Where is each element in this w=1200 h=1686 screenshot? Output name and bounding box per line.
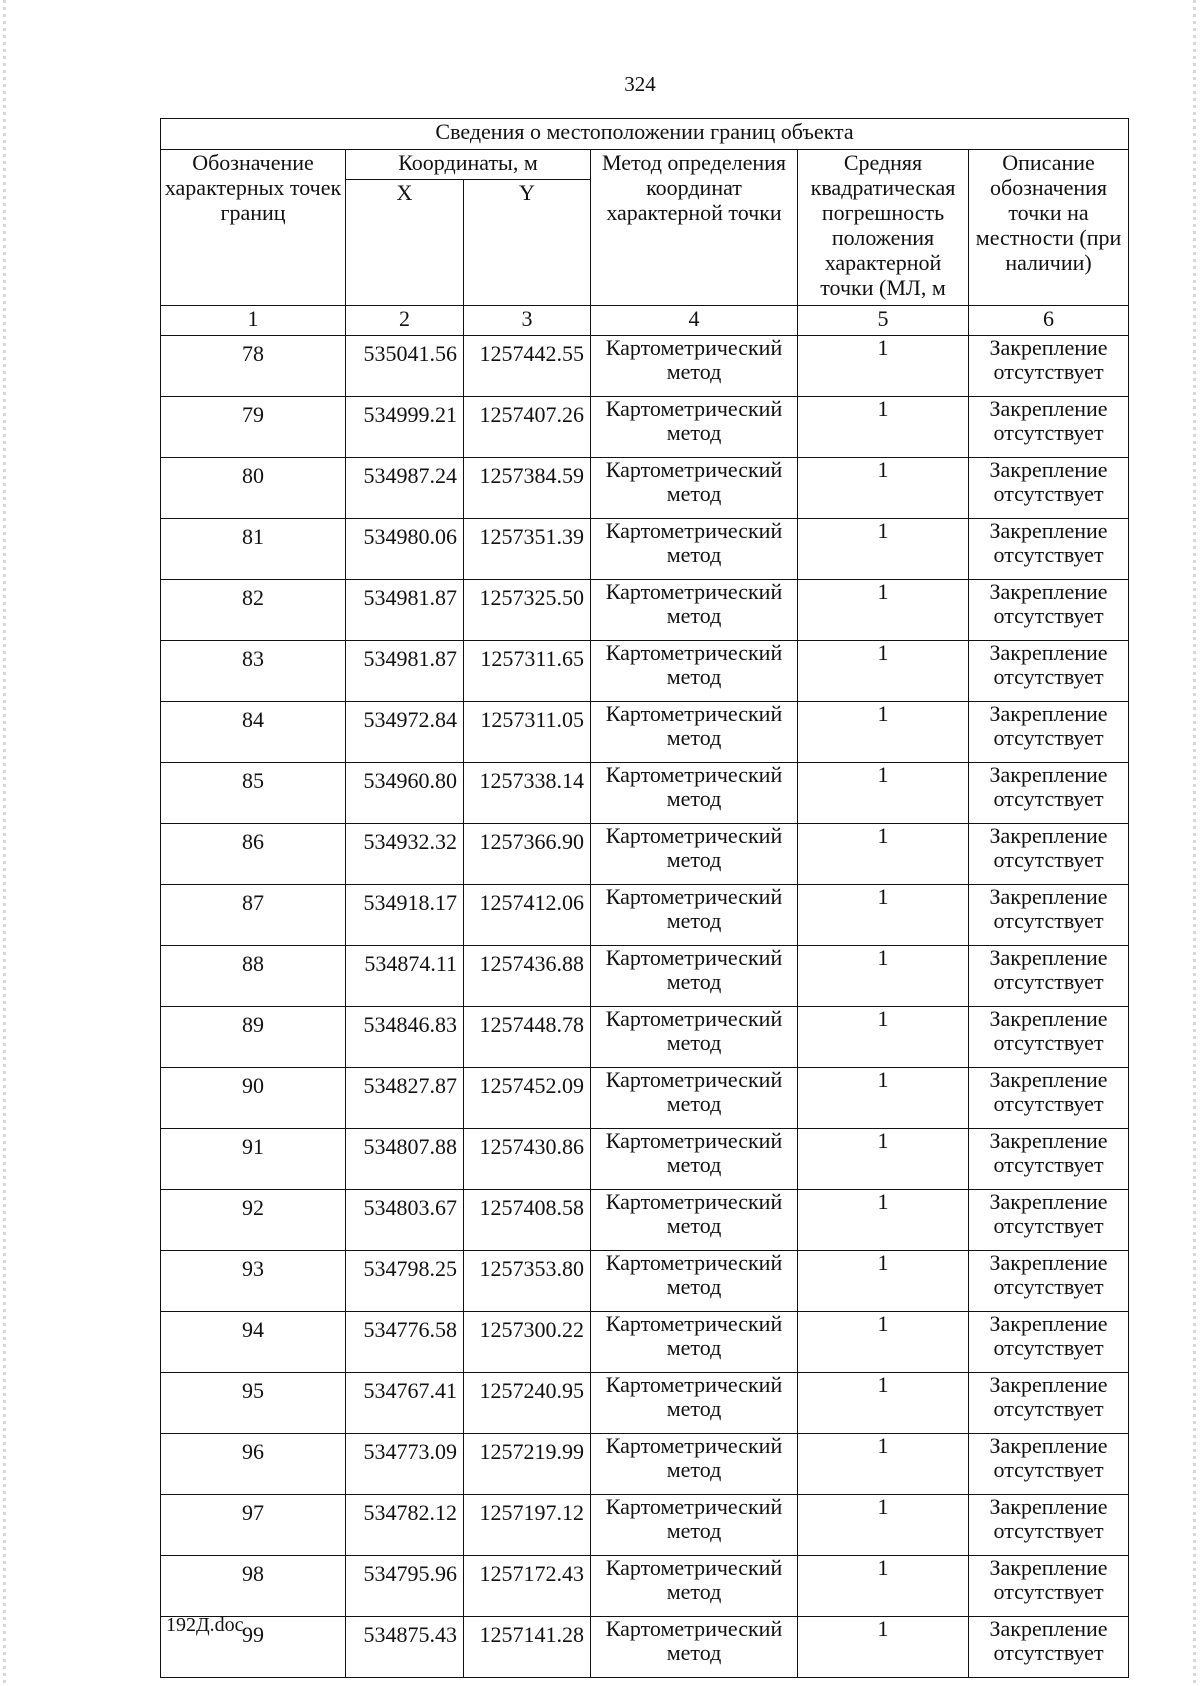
cell-error: 1 [798, 580, 969, 641]
cell-method: Картометрический метод [591, 1129, 798, 1190]
cell-method: Картометрический метод [591, 885, 798, 946]
cell-method: Картометрический метод [591, 702, 798, 763]
cell-point: 94 [161, 1312, 346, 1373]
header-error: Средняя квадратическая погрешность положения характерной точки (МЛ, м [798, 150, 969, 306]
cell-point: 86 [161, 824, 346, 885]
cell-error: 1 [798, 1190, 969, 1251]
cell-error: 1 [798, 1312, 969, 1373]
header-method: Метод определения координат характерной точки [591, 150, 798, 306]
table-row [161, 1495, 1129, 1556]
cell-error: 1 [798, 519, 969, 580]
header-x: X [346, 180, 464, 306]
table-header-row [161, 150, 1129, 180]
cell-error: 1 [798, 1556, 969, 1617]
cell-y: 1257197.12 [464, 1495, 591, 1556]
cell-x: 534960.80 [346, 763, 464, 824]
scan-edge-left [3, 0, 6, 1686]
cell-description: Закрепление отсутствует [969, 885, 1129, 946]
table-row [161, 458, 1129, 519]
cell-y: 1257338.14 [464, 763, 591, 824]
cell-y: 1257366.90 [464, 824, 591, 885]
cell-error: 1 [798, 1129, 969, 1190]
cell-method: Картометрический метод [591, 336, 798, 397]
cell-point: 99 [161, 1617, 346, 1678]
cell-error: 1 [798, 397, 969, 458]
cell-y: 1257325.50 [464, 580, 591, 641]
cell-description: Закрепление отсутствует [969, 458, 1129, 519]
cell-x: 534767.41 [346, 1373, 464, 1434]
boundary-coordinates-table [160, 118, 1129, 1678]
cell-y: 1257300.22 [464, 1312, 591, 1373]
table-row [161, 397, 1129, 458]
table-row [161, 763, 1129, 824]
cell-error: 1 [798, 458, 969, 519]
table-row [161, 1617, 1129, 1678]
cell-y: 1257407.26 [464, 397, 591, 458]
cell-description: Закрепление отсутствует [969, 1617, 1129, 1678]
cell-error: 1 [798, 1495, 969, 1556]
cell-error: 1 [798, 702, 969, 763]
cell-method: Картометрический метод [591, 1312, 798, 1373]
cell-y: 1257311.05 [464, 702, 591, 763]
cell-description: Закрепление отсутствует [969, 1434, 1129, 1495]
column-number: 6 [969, 306, 1129, 336]
header-description: Описание обозначения точки на местности (при наличии) [969, 150, 1129, 306]
column-number-row [161, 306, 1129, 336]
cell-point: 90 [161, 1068, 346, 1129]
cell-point: 95 [161, 1373, 346, 1434]
table-row [161, 1434, 1129, 1495]
cell-description: Закрепление отсутствует [969, 1129, 1129, 1190]
cell-error: 1 [798, 763, 969, 824]
cell-error: 1 [798, 1617, 969, 1678]
table-row [161, 1251, 1129, 1312]
cell-method: Картометрический метод [591, 1556, 798, 1617]
cell-y: 1257442.55 [464, 336, 591, 397]
cell-point: 80 [161, 458, 346, 519]
cell-description: Закрепление отсутствует [969, 1190, 1129, 1251]
cell-point: 82 [161, 580, 346, 641]
table-row [161, 824, 1129, 885]
table-row [161, 1556, 1129, 1617]
cell-y: 1257436.88 [464, 946, 591, 1007]
cell-x: 534981.87 [346, 580, 464, 641]
cell-y: 1257172.43 [464, 1556, 591, 1617]
table-title: Сведения о местоположении границ объекта [161, 119, 1129, 150]
cell-x: 534918.17 [346, 885, 464, 946]
cell-point: 97 [161, 1495, 346, 1556]
cell-method: Картометрический метод [591, 580, 798, 641]
cell-description: Закрепление отсутствует [969, 580, 1129, 641]
table-row [161, 1129, 1129, 1190]
table-row [161, 885, 1129, 946]
cell-point: 78 [161, 336, 346, 397]
cell-point: 88 [161, 946, 346, 1007]
cell-y: 1257384.59 [464, 458, 591, 519]
cell-method: Картометрический метод [591, 1251, 798, 1312]
cell-x: 534874.11 [346, 946, 464, 1007]
column-number: 5 [798, 306, 969, 336]
cell-x: 534782.12 [346, 1495, 464, 1556]
cell-x: 534846.83 [346, 1007, 464, 1068]
cell-x: 534803.67 [346, 1190, 464, 1251]
cell-x: 534795.96 [346, 1556, 464, 1617]
cell-x: 534972.84 [346, 702, 464, 763]
table-row [161, 336, 1129, 397]
table-row [161, 1068, 1129, 1129]
cell-y: 1257448.78 [464, 1007, 591, 1068]
cell-y: 1257430.86 [464, 1129, 591, 1190]
header-coordinates: Координаты, м [346, 150, 591, 180]
scan-edge-right [1193, 0, 1196, 1686]
cell-description: Закрепление отсутствует [969, 1251, 1129, 1312]
cell-point: 93 [161, 1251, 346, 1312]
cell-description: Закрепление отсутствует [969, 641, 1129, 702]
cell-method: Картометрический метод [591, 824, 798, 885]
cell-description: Закрепление отсутствует [969, 702, 1129, 763]
cell-description: Закрепление отсутствует [969, 1495, 1129, 1556]
cell-description: Закрепление отсутствует [969, 763, 1129, 824]
cell-point: 85 [161, 763, 346, 824]
table-row [161, 519, 1129, 580]
cell-method: Картометрический метод [591, 1434, 798, 1495]
cell-y: 1257240.95 [464, 1373, 591, 1434]
cell-error: 1 [798, 885, 969, 946]
cell-method: Картометрический метод [591, 1190, 798, 1251]
table-row [161, 1007, 1129, 1068]
cell-y: 1257219.99 [464, 1434, 591, 1495]
cell-x: 534807.88 [346, 1129, 464, 1190]
cell-x: 534999.21 [346, 397, 464, 458]
cell-point: 79 [161, 397, 346, 458]
cell-method: Картометрический метод [591, 1007, 798, 1068]
cell-y: 1257351.39 [464, 519, 591, 580]
cell-x: 534875.43 [346, 1617, 464, 1678]
cell-x: 534980.06 [346, 519, 464, 580]
table-row [161, 1373, 1129, 1434]
cell-point: 92 [161, 1190, 346, 1251]
column-number: 3 [464, 306, 591, 336]
cell-method: Картометрический метод [591, 397, 798, 458]
cell-description: Закрепление отсутствует [969, 519, 1129, 580]
cell-description: Закрепление отсутствует [969, 824, 1129, 885]
header-y: Y [464, 180, 591, 306]
cell-description: Закрепление отсутствует [969, 336, 1129, 397]
column-number: 1 [161, 306, 346, 336]
cell-error: 1 [798, 1373, 969, 1434]
cell-method: Картометрический метод [591, 763, 798, 824]
cell-x: 534981.87 [346, 641, 464, 702]
cell-error: 1 [798, 1068, 969, 1129]
cell-y: 1257408.58 [464, 1190, 591, 1251]
cell-error: 1 [798, 1434, 969, 1495]
table-title-row [161, 119, 1129, 150]
cell-error: 1 [798, 336, 969, 397]
cell-description: Закрепление отсутствует [969, 1068, 1129, 1129]
cell-x: 534776.58 [346, 1312, 464, 1373]
column-number: 4 [591, 306, 798, 336]
cell-point: 83 [161, 641, 346, 702]
cell-x: 534827.87 [346, 1068, 464, 1129]
cell-description: Закрепление отсутствует [969, 1007, 1129, 1068]
table-row [161, 1312, 1129, 1373]
cell-point: 81 [161, 519, 346, 580]
cell-point: 89 [161, 1007, 346, 1068]
cell-method: Картометрический метод [591, 1068, 798, 1129]
cell-x: 534932.32 [346, 824, 464, 885]
cell-method: Картометрический метод [591, 1495, 798, 1556]
cell-error: 1 [798, 946, 969, 1007]
cell-method: Картометрический метод [591, 641, 798, 702]
cell-method: Картометрический метод [591, 1617, 798, 1678]
cell-description: Закрепление отсутствует [969, 946, 1129, 1007]
header-point: Обозначение характерных точек границ [161, 150, 346, 306]
cell-description: Закрепление отсутствует [969, 1312, 1129, 1373]
column-number: 2 [346, 306, 464, 336]
cell-y: 1257311.65 [464, 641, 591, 702]
cell-point: 84 [161, 702, 346, 763]
cell-description: Закрепление отсутствует [969, 1556, 1129, 1617]
cell-y: 1257452.09 [464, 1068, 591, 1129]
cell-error: 1 [798, 1007, 969, 1068]
cell-point: 98 [161, 1556, 346, 1617]
cell-method: Картометрический метод [591, 946, 798, 1007]
cell-point: 87 [161, 885, 346, 946]
table-row [161, 702, 1129, 763]
cell-point: 91 [161, 1129, 346, 1190]
cell-error: 1 [798, 1251, 969, 1312]
cell-x: 535041.56 [346, 336, 464, 397]
table-row [161, 641, 1129, 702]
cell-point: 96 [161, 1434, 346, 1495]
footer-filename: 192Д.doc [166, 1614, 244, 1636]
cell-y: 1257412.06 [464, 885, 591, 946]
cell-x: 534798.25 [346, 1251, 464, 1312]
table-row [161, 946, 1129, 1007]
cell-description: Закрепление отсутствует [969, 1373, 1129, 1434]
cell-error: 1 [798, 824, 969, 885]
cell-error: 1 [798, 641, 969, 702]
cell-description: Закрепление отсутствует [969, 397, 1129, 458]
table-row [161, 580, 1129, 641]
cell-method: Картометрический метод [591, 1373, 798, 1434]
cell-method: Картометрический метод [591, 519, 798, 580]
table-row [161, 1190, 1129, 1251]
page-number: 324 [624, 72, 656, 96]
cell-y: 1257353.80 [464, 1251, 591, 1312]
cell-method: Картометрический метод [591, 458, 798, 519]
cell-x: 534773.09 [346, 1434, 464, 1495]
cell-x: 534987.24 [346, 458, 464, 519]
cell-y: 1257141.28 [464, 1617, 591, 1678]
